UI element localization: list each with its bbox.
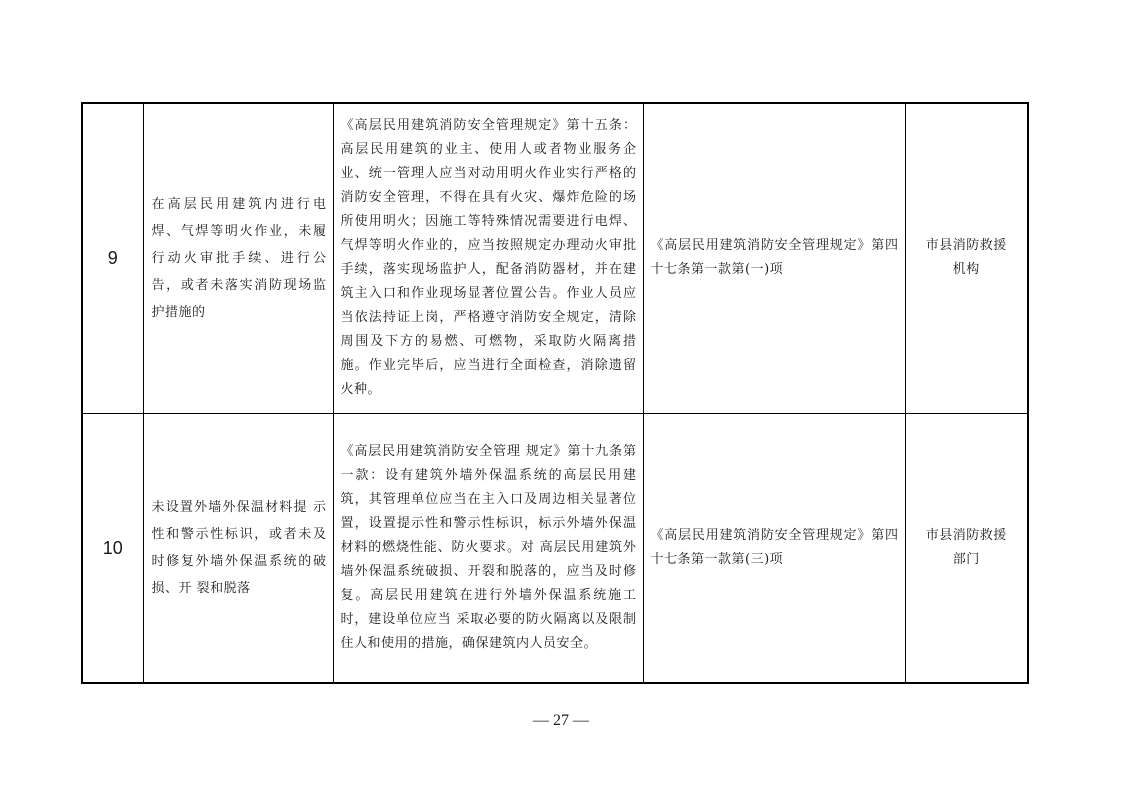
penalty-basis-cell: 《高层民用建筑消防安全管理规定》第四十七条第一款第(一)项 xyxy=(643,103,905,413)
enforcement-department-cell xyxy=(905,103,1028,413)
row-number-cell: 9 xyxy=(82,103,143,413)
department-line-2: 部门 xyxy=(952,551,980,567)
department-line-1: 市县消防救援 xyxy=(925,238,1007,254)
table-row xyxy=(82,413,1028,683)
legal-basis-cell: 《高层民用建筑消防安全管理规定》第十五条：高层民用建筑的业主、使用人或者物业服务企业、统一管理人应当对动用明火作业实行严格的消防安全管理，不得在具有火灾、爆炸危险的场所使用明火；因施工等特殊情况需要进行电焊、气焊等明火作业的，应当按照规定办理动火审批手续，落实现场监护人，配备消防器材，并在建筑主入口和作业现场显著位置公告。作业人员应当依法持证上岗，严格遵守消防安全规定，清除周围及下方的易燃、可燃物，采取防火隔离措施。作业完毕后，应当进行全面检查，消除遗留火种。 xyxy=(333,103,643,413)
legal-basis-cell: 《高层民用建筑消防安全管理 规定》第十九条第一款：设有建筑外墙外保温系统的高层民用建筑，其管理单位应当在主入口及周边相关显著位置，设置提示性和警示性标识，标示外墙外保温材料的燃烧性能、防火要求。对 高层民用建筑外墙外保温系统破损、开裂和脱落的，应当及时修 复。高层民用建筑在进行外墙外保温系统施工时，建设单位应当 采取必要的防火隔离以及限制住人和使用的措施，确保建筑内人员安全。 xyxy=(333,413,643,683)
violation-behavior-cell: 在高层民用建筑内进行电焊、气焊等明火作业，未履行动火审批手续、进行公告，或者未落实消防现场监护措施的 xyxy=(143,103,333,413)
penalty-basis-cell: 《高层民用建筑消防安全管理规定》第四十七条第一款第(三)项 xyxy=(643,413,905,683)
enforcement-department-cell xyxy=(905,413,1028,683)
department-line-1: 市县消防救援 xyxy=(925,527,1007,543)
row-number-cell: 10 xyxy=(82,413,143,683)
regulation-table xyxy=(81,102,1029,684)
page-number: — 27 — xyxy=(533,712,589,729)
department-line-2: 机构 xyxy=(952,262,980,278)
table-row xyxy=(82,103,1028,413)
violation-behavior-cell: 未设置外墙外保温材料提 示性和警示性标识，或者未及时修复外墙外保温系统的破损、开 裂和脱落 xyxy=(143,413,333,683)
